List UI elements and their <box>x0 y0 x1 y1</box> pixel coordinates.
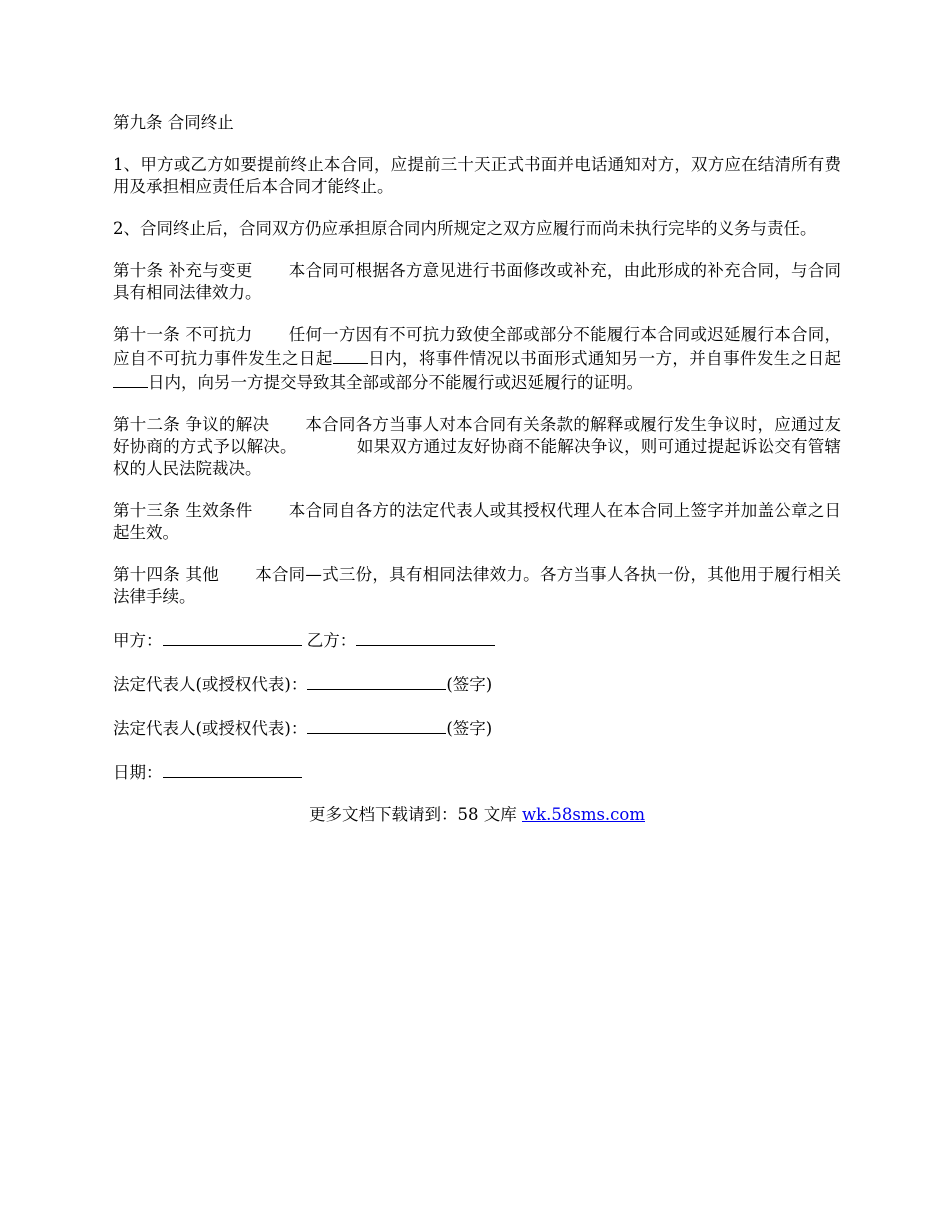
article-13-title: 第十三条 生效条件 <box>113 501 253 520</box>
party-a-blank <box>163 628 302 646</box>
document-page <box>113 112 841 843</box>
legal-rep-label-1: 法定代表人(或授权代表)： <box>113 675 308 694</box>
footer-text: 更多文档下载请到：58 文库 <box>308 805 522 824</box>
article-13-body: 本合同自各方的法定代表人或其授权代理人在本合同上签字并加盖公章之日起生效。 <box>113 501 842 542</box>
article-12-part-2: 如果双方通过友好协商不能解决争议，则可通过提起诉讼交有管辖权的人民法院裁决。 <box>113 437 842 478</box>
legal-rep-blank-1 <box>307 672 446 690</box>
party-signature-line <box>113 628 841 652</box>
sign-note-2: (签字) <box>446 719 493 738</box>
article-12-title: 第十二条 争议的解决 <box>113 415 270 434</box>
legal-rep-blank-2 <box>307 716 446 734</box>
footer <box>113 804 841 826</box>
article-11 <box>113 324 841 394</box>
days-blank-1 <box>333 346 368 364</box>
legal-rep-line-2 <box>113 716 841 740</box>
article-10-title: 第十条 补充与变更 <box>113 261 253 280</box>
days-blank-2 <box>113 370 148 388</box>
article-9-clause-1: 1、甲方或乙方如要提前终止本合同，应提前三十天正式书面并电话通知对方，双方应在结清所有费用及承担相应责任后本合同才能终止。 <box>113 155 841 196</box>
article-11-part-2: 日内，将事件情况以书面形式通知另一方，并自事件发生之日起 <box>367 349 842 368</box>
article-11-part-3: 日内，向另一方提交导致其全部或部分不能履行或迟延履行的证明。 <box>148 373 643 392</box>
article-11-title: 第十一条 不可抗力 <box>113 325 253 344</box>
legal-rep-label-2: 法定代表人(或授权代表)： <box>113 719 308 738</box>
article-14-title: 第十四条 其他 <box>113 565 219 584</box>
article-12-part-1: 本合同各方当事人对本合同有关条款的解释或履行发生争议时，应通过友好协商的方式予以解决。 <box>113 415 841 456</box>
sign-note-1: (签字) <box>446 675 493 694</box>
article-10-body: 本合同可根据各方意见进行书面修改或补充，由此形成的补充合同，与合同具有相同法律效力。 <box>113 261 842 302</box>
party-a-label: 甲方： <box>113 631 163 650</box>
article-11-part-1: 任何一方因有不可抗力致使全部或部分不能履行本合同或迟延履行本合同，应自不可抗力事件发生之日起 <box>113 325 842 368</box>
date-label: 日期： <box>113 763 163 782</box>
article-12 <box>113 414 841 480</box>
party-b-blank <box>356 628 495 646</box>
date-line <box>113 760 841 784</box>
article-9-title: 第九条 合同终止 <box>113 113 234 132</box>
footer-link[interactable]: wk.58sms.com <box>521 805 645 824</box>
date-blank <box>163 760 302 778</box>
article-14-body: 本合同—式三份，具有相同法律效力。各方当事人各执一份，其他用于履行相关法律手续。 <box>113 565 841 606</box>
article-9-clause-2: 2、合同终止后，合同双方仍应承担原合同内所规定之双方应履行而尚未执行完毕的义务与责任。 <box>113 219 817 238</box>
article-13 <box>113 500 841 544</box>
party-b-label: 乙方： <box>306 631 357 650</box>
article-14 <box>113 564 841 608</box>
legal-rep-line-1 <box>113 672 841 696</box>
article-10 <box>113 260 841 304</box>
